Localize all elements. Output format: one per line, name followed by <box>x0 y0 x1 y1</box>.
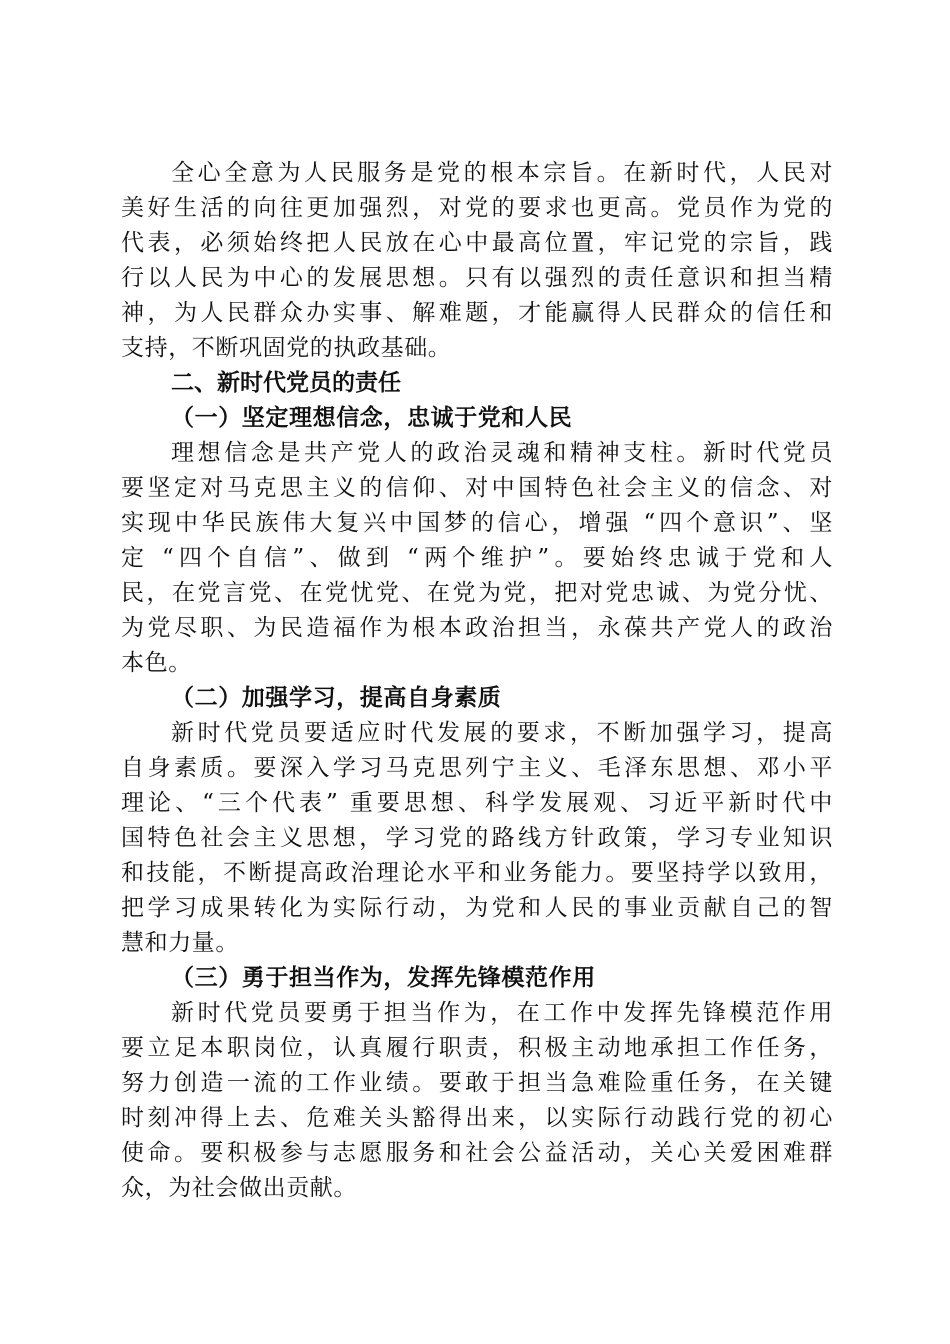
paragraph-line: 理论、“三个代表” 重要思想、科学发展观、习近平新时代中 <box>121 790 833 816</box>
paragraph-line: 民，在党言党、在党忧党、在党为党，把对党忠诚、为党分忧、 <box>121 580 833 606</box>
paragraph-line: 要坚定对马克思主义的信仰、对中国特色社会主义的信念、对 <box>121 475 833 501</box>
paragraph-line: 慧和力量。 <box>121 930 239 956</box>
paragraph-line: 努力创造一流的工作业绩。要敢于担当急难险重任务，在关键 <box>121 1070 833 1096</box>
paragraph-line: 本色。 <box>121 650 192 676</box>
paragraph-line: 美好生活的向往更加强烈，对党的要求也更高。党员作为党的 <box>121 195 833 221</box>
paragraph-line: 把学习成果转化为实际行动，为党和人民的事业贡献自己的智 <box>121 895 833 921</box>
paragraph-line: 行以人民为中心的发展思想。只有以强烈的责任意识和担当精 <box>121 265 833 291</box>
paragraph-line: 国特色社会主义思想，学习党的路线方针政策，学习专业知识 <box>121 825 833 851</box>
paragraph-line: 理想信念是共产党人的政治灵魂和精神支柱。新时代党员 <box>171 440 833 466</box>
paragraph-line: 和技能，不断提高政治理论水平和业务能力。要坚持学以致用， <box>121 860 833 886</box>
subsection-heading: （一）坚定理想信念，忠诚于党和人民 <box>171 404 573 431</box>
paragraph-line: 支持，不断巩固党的执政基础。 <box>121 335 452 361</box>
paragraph-line: 要立足本职岗位，认真履行职责，积极主动地承担工作任务， <box>121 1035 833 1061</box>
paragraph-line: 神，为人民群众办实事、解难题，才能赢得人民群众的信任和 <box>121 300 833 326</box>
paragraph-line: 代表，必须始终把人民放在心中最高位置，牢记党的宗旨，践 <box>121 230 833 256</box>
paragraph-line: 使命。要积极参与志愿服务和社会公益活动，关心关爱困难群 <box>121 1140 833 1166</box>
paragraph-line: 新时代党员要勇于担当作为，在工作中发挥先锋模范作用 <box>171 1000 833 1026</box>
paragraph-line: 定 “四个自信”、做到 “两个维护”。要始终忠诚于党和人 <box>121 545 833 571</box>
paragraph-line: 时刻冲得上去、危难关头豁得出来，以实际行动践行党的初心 <box>121 1105 833 1131</box>
paragraph-line: 全心全意为人民服务是党的根本宗旨。在新时代，人民对 <box>171 160 833 186</box>
section-heading: 二、新时代党员的责任 <box>171 370 401 396</box>
subsection-heading: （二）加强学习，提高自身素质 <box>171 684 502 711</box>
subsection-heading: （三）勇于担当作为，发挥先锋模范作用 <box>171 964 596 991</box>
paragraph-line: 新时代党员要适应时代发展的要求，不断加强学习，提高 <box>171 720 833 746</box>
paragraph-line: 众，为社会做出贡献。 <box>121 1175 357 1201</box>
paragraph-line: 自身素质。要深入学习马克思列宁主义、毛泽东思想、邓小平 <box>121 755 833 781</box>
paragraph-line: 实现中华民族伟大复兴中国梦的信心，增强 “四个意识”、坚 <box>121 510 833 536</box>
paragraph-line: 为党尽职、为民造福作为根本政治担当，永葆共产党人的政治 <box>121 615 833 641</box>
